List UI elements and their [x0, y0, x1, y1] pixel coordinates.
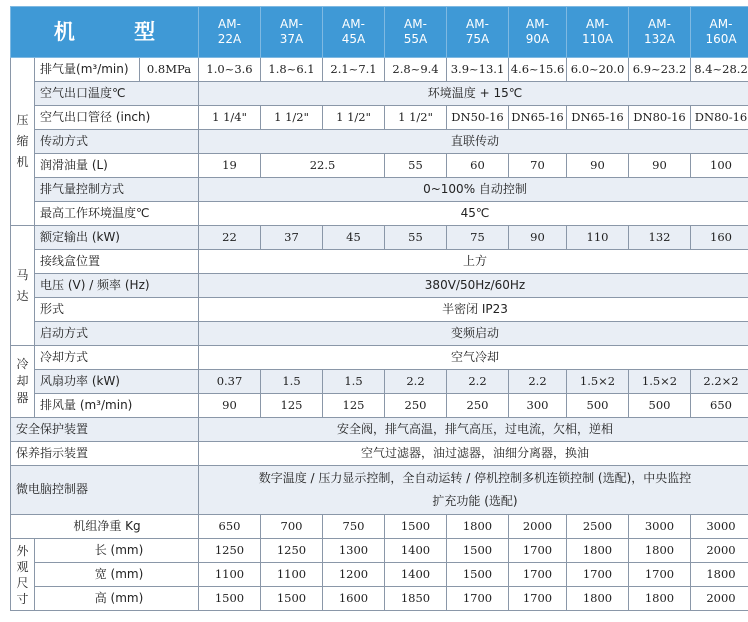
group-motor: 马达 — [11, 226, 35, 346]
value-cell: 1 1/4" — [199, 106, 261, 130]
span-value: 环境温度 + 15℃ — [199, 82, 748, 106]
value-cell: DN50-16 — [447, 106, 509, 130]
value-cell: 1700 — [447, 587, 509, 611]
value-cell: 3000 — [691, 515, 748, 539]
row-label: 冷却方式 — [35, 346, 199, 370]
value-cell: 2.2 — [447, 370, 509, 394]
value-cell: 6.9~23.2 — [629, 58, 691, 82]
table-row — [11, 563, 748, 587]
span-value: 45℃ — [199, 202, 748, 226]
value-cell: 1200 — [323, 563, 385, 587]
value-cell: 650 — [199, 515, 261, 539]
row-label: 电压 (V) / 频率 (Hz) — [35, 274, 199, 298]
value-cell: 70 — [509, 154, 567, 178]
value-cell: 1800 — [567, 539, 629, 563]
value-cell: 1500 — [199, 587, 261, 611]
row-label: 保养指示装置 — [11, 442, 199, 466]
table-row — [11, 587, 748, 611]
value-cell: DN65-16 — [567, 106, 629, 130]
value-cell: 700 — [261, 515, 323, 539]
table-row — [11, 515, 748, 539]
value-cell: 1700 — [629, 563, 691, 587]
value-cell: 2500 — [567, 515, 629, 539]
table-row — [11, 322, 748, 346]
value-cell: 1800 — [447, 515, 509, 539]
span-value: 380V/50Hz/60Hz — [199, 274, 748, 298]
table-row — [11, 298, 748, 322]
value-cell: 2.1~7.1 — [323, 58, 385, 82]
value-cell: 55 — [385, 226, 447, 250]
value-cell: 2.2×2 — [691, 370, 748, 394]
table-row — [11, 106, 748, 130]
value-cell: 1.5×2 — [567, 370, 629, 394]
value-cell: 1300 — [323, 539, 385, 563]
span-value: 变频启动 — [199, 322, 748, 346]
row-label: 排气量控制方式 — [35, 178, 199, 202]
value-cell: 3.9~13.1 — [447, 58, 509, 82]
value-cell: 1.5 — [261, 370, 323, 394]
value-cell: 1.5 — [323, 370, 385, 394]
table-row — [11, 466, 748, 515]
value-cell: 90 — [567, 154, 629, 178]
value-cell: 37 — [261, 226, 323, 250]
value-cell: 1500 — [447, 563, 509, 587]
span-value: 空气过滤器，油过滤器，油细分离器，换油 — [199, 442, 748, 466]
spec-table — [10, 6, 748, 611]
row-label: 高 (mm) — [35, 587, 199, 611]
model-header: AM- 110A — [567, 7, 629, 58]
value-cell: 2000 — [691, 587, 748, 611]
span-value: 上方 — [199, 250, 748, 274]
row-label: 最高工作环境温度℃ — [35, 202, 199, 226]
value-cell: 1700 — [509, 563, 567, 587]
row-label: 排气量(m³/min) — [35, 58, 140, 82]
value-cell: DN65-16 — [509, 106, 567, 130]
value-cell: 1.8~6.1 — [261, 58, 323, 82]
table-row — [11, 274, 748, 298]
span-value: 0~100% 自动控制 — [199, 178, 748, 202]
value-cell: 110 — [567, 226, 629, 250]
table-row — [11, 178, 748, 202]
span-value: 空气冷却 — [199, 346, 748, 370]
value-cell: 1 1/2" — [261, 106, 323, 130]
spec-sheet — [10, 6, 748, 614]
value-cell: 1800 — [629, 587, 691, 611]
value-cell: 125 — [261, 394, 323, 418]
row-label: 机组净重 Kg — [11, 515, 199, 539]
table-row — [11, 418, 748, 442]
header-row — [11, 7, 748, 58]
value-cell: 132 — [629, 226, 691, 250]
value-cell: 4.6~15.6 — [509, 58, 567, 82]
value-cell: DN80-16 — [691, 106, 748, 130]
table-row — [11, 442, 748, 466]
model-header: AM- 45A — [323, 7, 385, 58]
row-label: 安全保护装置 — [11, 418, 199, 442]
row-label: 宽 (mm) — [35, 563, 199, 587]
value-cell: 250 — [447, 394, 509, 418]
value-cell: 1500 — [447, 539, 509, 563]
pressure-cell: 0.8MPa — [140, 58, 199, 82]
row-label: 空气出口管径 (inch) — [35, 106, 199, 130]
table-row — [11, 250, 748, 274]
value-cell: 1250 — [261, 539, 323, 563]
row-label: 启动方式 — [35, 322, 199, 346]
value-cell: 1800 — [567, 587, 629, 611]
span-value: 数字温度 / 压力显示控制，全自动运转 / 停机控制多机连锁控制 (选配)，中央监控 扩充功能 (选配) — [199, 466, 748, 515]
row-label: 形式 — [35, 298, 199, 322]
group-compressor: 压缩机 — [11, 58, 35, 226]
table-title: 机 型 — [11, 7, 199, 58]
value-cell: 22 — [199, 226, 261, 250]
table-row — [11, 58, 748, 82]
value-cell: 160 — [691, 226, 748, 250]
value-cell: 1600 — [323, 587, 385, 611]
value-cell: 300 — [509, 394, 567, 418]
table-row — [11, 226, 748, 250]
model-header: AM- 37A — [261, 7, 323, 58]
value-cell: 1400 — [385, 563, 447, 587]
value-cell: 1700 — [567, 563, 629, 587]
value-cell: 1250 — [199, 539, 261, 563]
span-value: 半密闭 IP23 — [199, 298, 748, 322]
span-value: 安全阀，排气高温，排气高压，过电流，欠相，逆相 — [199, 418, 748, 442]
value-cell: 0.37 — [199, 370, 261, 394]
value-cell: 1700 — [509, 587, 567, 611]
value-cell: 6.0~20.0 — [567, 58, 629, 82]
value-cell: 2.2 — [385, 370, 447, 394]
span-value: 直联传动 — [199, 130, 748, 154]
group-cooler: 冷却器 — [11, 346, 35, 418]
row-label: 微电脑控制器 — [11, 466, 199, 515]
value-cell: 750 — [323, 515, 385, 539]
row-label: 长 (mm) — [35, 539, 199, 563]
value-cell: 75 — [447, 226, 509, 250]
value-cell: 500 — [567, 394, 629, 418]
table-row — [11, 370, 748, 394]
value-cell: 650 — [691, 394, 748, 418]
value-cell: 55 — [385, 154, 447, 178]
table-row — [11, 82, 748, 106]
value-cell: 100 — [691, 154, 748, 178]
value-cell: 1.0~3.6 — [199, 58, 261, 82]
value-cell: 1700 — [509, 539, 567, 563]
row-label: 润滑油量 (L) — [35, 154, 199, 178]
value-cell: DN80-16 — [629, 106, 691, 130]
value-cell: 90 — [199, 394, 261, 418]
row-label: 接线盒位置 — [35, 250, 199, 274]
row-label: 额定输出 (kW) — [35, 226, 199, 250]
value-cell: 60 — [447, 154, 509, 178]
table-row — [11, 394, 748, 418]
value-cell: 90 — [629, 154, 691, 178]
value-cell: 2.2 — [509, 370, 567, 394]
row-label: 空气出口温度℃ — [35, 82, 199, 106]
value-cell: 90 — [509, 226, 567, 250]
value-cell: 22.5 — [261, 154, 385, 178]
table-row — [11, 154, 748, 178]
value-cell: 19 — [199, 154, 261, 178]
value-cell: 2000 — [509, 515, 567, 539]
value-cell: 8.4~28.2 — [691, 58, 748, 82]
value-cell: 1500 — [385, 515, 447, 539]
value-cell: 1800 — [629, 539, 691, 563]
value-cell: 45 — [323, 226, 385, 250]
model-header: AM- 55A — [385, 7, 447, 58]
group-dimensions: 外观尺寸 — [11, 539, 35, 611]
table-row — [11, 202, 748, 226]
value-cell: 1 1/2" — [323, 106, 385, 130]
row-label: 排风量 (m³/min) — [35, 394, 199, 418]
row-label: 风扇功率 (kW) — [35, 370, 199, 394]
value-cell: 1.5×2 — [629, 370, 691, 394]
table-row — [11, 346, 748, 370]
value-cell: 500 — [629, 394, 691, 418]
value-cell: 1 1/2" — [385, 106, 447, 130]
value-cell: 2.8~9.4 — [385, 58, 447, 82]
table-row — [11, 539, 748, 563]
value-cell: 2000 — [691, 539, 748, 563]
table-row — [11, 130, 748, 154]
model-header: AM- 75A — [447, 7, 509, 58]
value-cell: 250 — [385, 394, 447, 418]
value-cell: 1500 — [261, 587, 323, 611]
model-header: AM- 132A — [629, 7, 691, 58]
model-header: AM- 160A — [691, 7, 748, 58]
value-cell: 1100 — [261, 563, 323, 587]
value-cell: 1800 — [691, 563, 748, 587]
value-cell: 1100 — [199, 563, 261, 587]
value-cell: 1850 — [385, 587, 447, 611]
model-header: AM- 22A — [199, 7, 261, 58]
value-cell: 125 — [323, 394, 385, 418]
model-header: AM- 90A — [509, 7, 567, 58]
value-cell: 1400 — [385, 539, 447, 563]
row-label: 传动方式 — [35, 130, 199, 154]
value-cell: 3000 — [629, 515, 691, 539]
